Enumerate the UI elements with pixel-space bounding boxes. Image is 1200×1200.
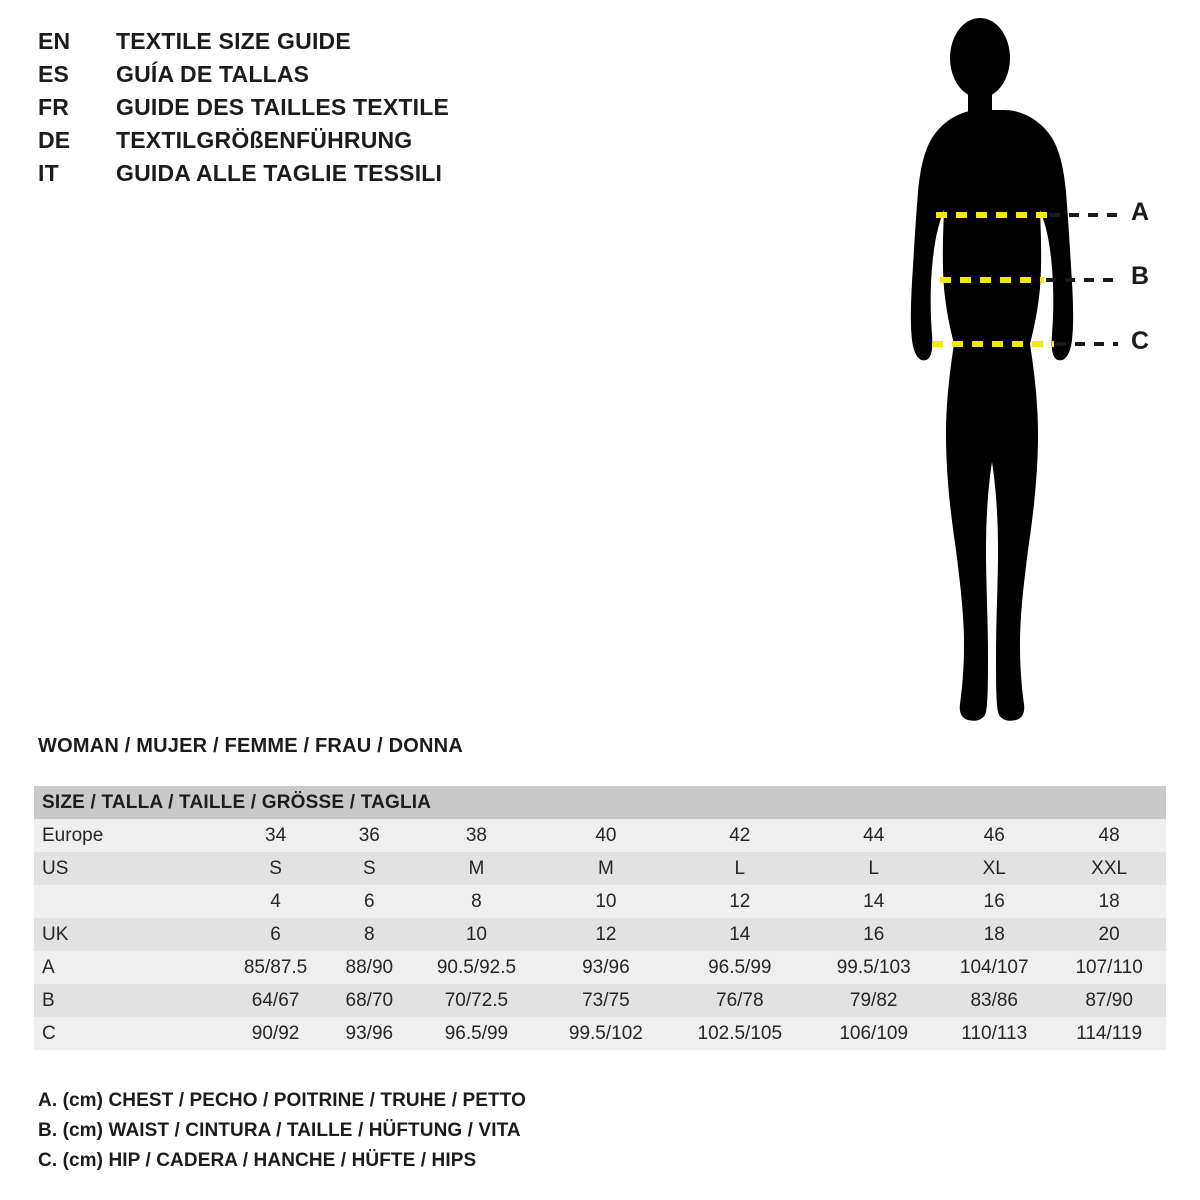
- female-silhouette-icon: [860, 10, 1190, 750]
- language-row: [38, 160, 558, 193]
- table-cell: 68/70: [345, 989, 394, 1011]
- table-cell: S: [269, 857, 282, 879]
- row-label: A: [42, 956, 55, 978]
- table-row: [34, 918, 1166, 951]
- table-cell: 96.5/99: [444, 1022, 509, 1044]
- table-cell: XXL: [1091, 857, 1128, 879]
- table-cell: 16: [863, 923, 885, 945]
- table-cell: 34: [265, 824, 287, 846]
- table-cell: 44: [863, 824, 885, 846]
- table-cell: 99.5/103: [836, 956, 911, 978]
- table-cell: 10: [595, 890, 617, 912]
- row-label: [34, 885, 222, 918]
- table-row: [34, 951, 1166, 984]
- table-cell: 102.5/105: [697, 1022, 783, 1044]
- legend-line-c: C. (cm) HIP / CADERA / HANCHE / HÜFTE / HIPS: [38, 1150, 477, 1171]
- table-cell: 114/119: [1076, 1022, 1143, 1044]
- language-title: GUIDE DES TAILLES TEXTILE: [116, 94, 449, 120]
- language-row: [38, 61, 558, 94]
- table-cell: 99.5/102: [568, 1022, 643, 1044]
- row-label: UK: [42, 923, 69, 945]
- table-cell: 14: [729, 923, 751, 945]
- language-row: [38, 28, 558, 61]
- table-cell: XL: [982, 857, 1006, 879]
- table-cell: 40: [595, 824, 617, 846]
- table-cell: 83/86: [970, 989, 1018, 1011]
- table-row: [34, 1017, 1166, 1050]
- table-row: [34, 819, 1166, 852]
- table-cell: M: [597, 857, 614, 879]
- table-cell: 20: [1098, 923, 1120, 945]
- table-header-label: SIZE / TALLA / TAILLE / GRÖSSE / TAGLIA: [42, 791, 432, 813]
- table-cell: 110/113: [961, 1022, 1028, 1044]
- language-title: GUIDA ALLE TAGLIE TESSILI: [116, 160, 443, 186]
- language-code: DE: [38, 127, 71, 153]
- language-title: GUÍA DE TALLAS: [116, 61, 310, 87]
- table-cell: 14: [863, 890, 885, 912]
- table-cell: 64/67: [251, 989, 300, 1011]
- table-cell: 36: [358, 824, 380, 846]
- table-cell: 16: [983, 890, 1005, 912]
- table-cell: 88/90: [345, 956, 394, 978]
- marker-label-b: B: [1131, 262, 1150, 290]
- table-cell: 106/109: [839, 1022, 909, 1044]
- table-cell: M: [468, 857, 485, 879]
- table-cell: 76/78: [716, 989, 764, 1011]
- table-cell: 12: [729, 890, 751, 912]
- table-row: [34, 885, 1166, 918]
- table-caption: WOMAN / MUJER / FEMME / FRAU / DONNA: [38, 735, 463, 757]
- language-title: TEXTILE SIZE GUIDE: [116, 28, 351, 54]
- table-cell: 96.5/99: [708, 956, 772, 978]
- table-cell: 6: [364, 890, 375, 912]
- table-row: [34, 984, 1166, 1017]
- table-cell: L: [734, 857, 746, 879]
- table-cell: 85/87.5: [243, 956, 308, 978]
- size-table: [34, 786, 1166, 1050]
- table-cell: 104/107: [959, 956, 1029, 978]
- table-header-row: [34, 786, 1166, 819]
- language-row: [38, 94, 558, 127]
- table-cell: L: [868, 857, 879, 879]
- table-cell: 8: [364, 923, 375, 945]
- row-label: Europe: [42, 824, 104, 846]
- language-row: [38, 127, 558, 160]
- table-cell: 18: [1098, 890, 1120, 912]
- table-row: [34, 852, 1166, 885]
- table-cell: S: [362, 857, 376, 879]
- language-header-list: [38, 28, 558, 193]
- table-cell: 10: [465, 923, 487, 945]
- language-code: ES: [38, 61, 70, 87]
- language-code: IT: [38, 160, 59, 186]
- table-cell: 87/90: [1085, 989, 1133, 1011]
- legend-line-a: A. (cm) CHEST / PECHO / POITRINE / TRUHE / PETTO: [38, 1090, 526, 1111]
- legend-line-b: B. (cm) WAIST / CINTURA / TAILLE / HÜFTUNG / VITA: [38, 1120, 521, 1141]
- row-label: US: [42, 857, 69, 879]
- row-label: C: [42, 1022, 56, 1044]
- table-cell: 93/96: [582, 956, 630, 978]
- body-figure: [860, 10, 1190, 750]
- table-cell: 18: [983, 923, 1005, 945]
- row-label: B: [42, 989, 55, 1011]
- table-cell: 90.5/92.5: [436, 956, 517, 978]
- table-cell: 90/92: [251, 1022, 300, 1044]
- table-cell: 8: [471, 890, 482, 912]
- table-cell: 79/82: [849, 989, 898, 1011]
- measurement-legend: [38, 1090, 838, 1180]
- table-cell: 48: [1098, 824, 1120, 846]
- table-cell: 6: [270, 923, 281, 945]
- table-cell: 107/110: [1075, 956, 1143, 978]
- table-cell: 46: [983, 824, 1005, 846]
- marker-label-c: C: [1131, 327, 1150, 355]
- table-cell: 12: [595, 923, 617, 945]
- table-cell: 70/72.5: [444, 989, 509, 1011]
- table-cell: 42: [729, 824, 751, 846]
- marker-label-a: A: [1131, 198, 1150, 226]
- table-cell: 73/75: [582, 989, 630, 1011]
- table-cell: 93/96: [345, 1022, 394, 1044]
- table-cell: 4: [270, 890, 281, 912]
- language-code: FR: [38, 94, 70, 120]
- language-title: TEXTILGRÖßENFÜHRUNG: [116, 127, 413, 153]
- table-cell: 38: [465, 824, 487, 846]
- language-code: EN: [38, 28, 71, 54]
